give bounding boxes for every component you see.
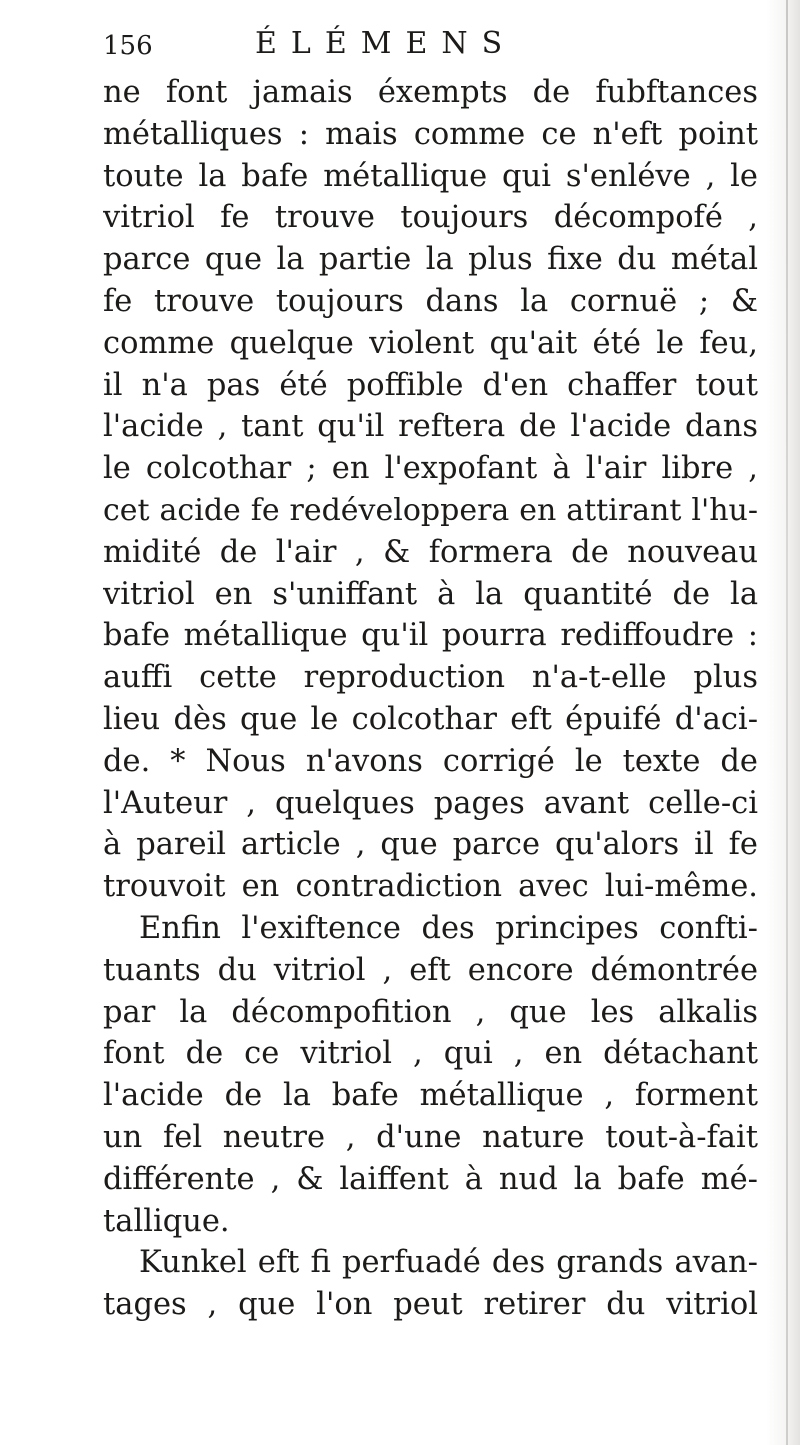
- text-line: tuants du vitriol , eft encore démontrée: [103, 952, 758, 988]
- text-line: le colcothar ; en l'expofant à l'air libre ,: [103, 451, 758, 487]
- text-line: Enfin l'exiftence des principes confti-: [139, 910, 758, 946]
- text-line: auffi cette reproduction n'a-t-elle plus: [103, 660, 758, 696]
- text-line: cet acide fe redéveloppera en attirant l'hu-: [103, 492, 758, 528]
- text-line: parce que la partie la plus fixe du métal: [103, 242, 758, 278]
- page-header: [103, 22, 723, 66]
- text-line: métalliques : mais comme ce n'eft point: [103, 116, 758, 152]
- text-line: tages , que l'on peut retirer du vitriol: [103, 1287, 758, 1323]
- text-line: ne font jamais éxempts de fubftances: [103, 75, 758, 110]
- text-line: fe trouve toujours dans la cornuë ; &: [103, 283, 758, 319]
- text-line: l'Auteur , quelques pages avant celle-ci: [103, 785, 758, 821]
- text-line: tallique.: [103, 1203, 230, 1239]
- text-line: bafe métallique qu'il pourra rediffoudre :: [103, 618, 758, 654]
- text-line: l'acide , tant qu'il reftera de l'acide dans: [103, 409, 758, 445]
- text-line: toute la bafe métallique qui s'enléve , le: [103, 158, 758, 194]
- page-fold-line: [786, 0, 788, 1445]
- text-line: l'acide de la bafe métallique , forment: [103, 1078, 758, 1114]
- text-line: trouvoit en contradiction avec lui-même.: [103, 869, 758, 905]
- text-line: lieu dès que le colcothar eft épuifé d'aci-: [103, 701, 758, 737]
- text-line: un fel neutre , d'une nature tout-à-fait: [103, 1119, 758, 1155]
- text-line: vitriol fe trouve toujours décompofé ,: [103, 200, 758, 236]
- text-line: il n'a pas été poffible d'en chaffer tout: [103, 367, 758, 403]
- text-line: différente , & laiffent à nud la bafe mé-: [103, 1161, 758, 1197]
- running-title: ÉLÉMENS: [255, 26, 517, 61]
- text-line: Kunkel eft fi perfuadé des grands avan-: [139, 1245, 758, 1281]
- body-text: [103, 72, 758, 1326]
- text-line: comme quelque violent qu'ait été le feu,: [103, 325, 758, 361]
- text-line: midité de l'air , & formera de nouveau: [103, 534, 758, 570]
- page-fold-shadow: [766, 0, 800, 1445]
- text-line: de. * Nous n'avons corrigé le texte de: [103, 743, 758, 779]
- text-line: à pareil article , que parce qu'alors il fe: [103, 827, 758, 863]
- text-line: font de ce vitriol , qui , en détachant: [103, 1036, 758, 1072]
- page-number: 156: [103, 31, 153, 61]
- text-line: par la décompofition , que les alkalis: [103, 994, 758, 1030]
- text-line: vitriol en s'uniffant à la quantité de la: [103, 576, 758, 612]
